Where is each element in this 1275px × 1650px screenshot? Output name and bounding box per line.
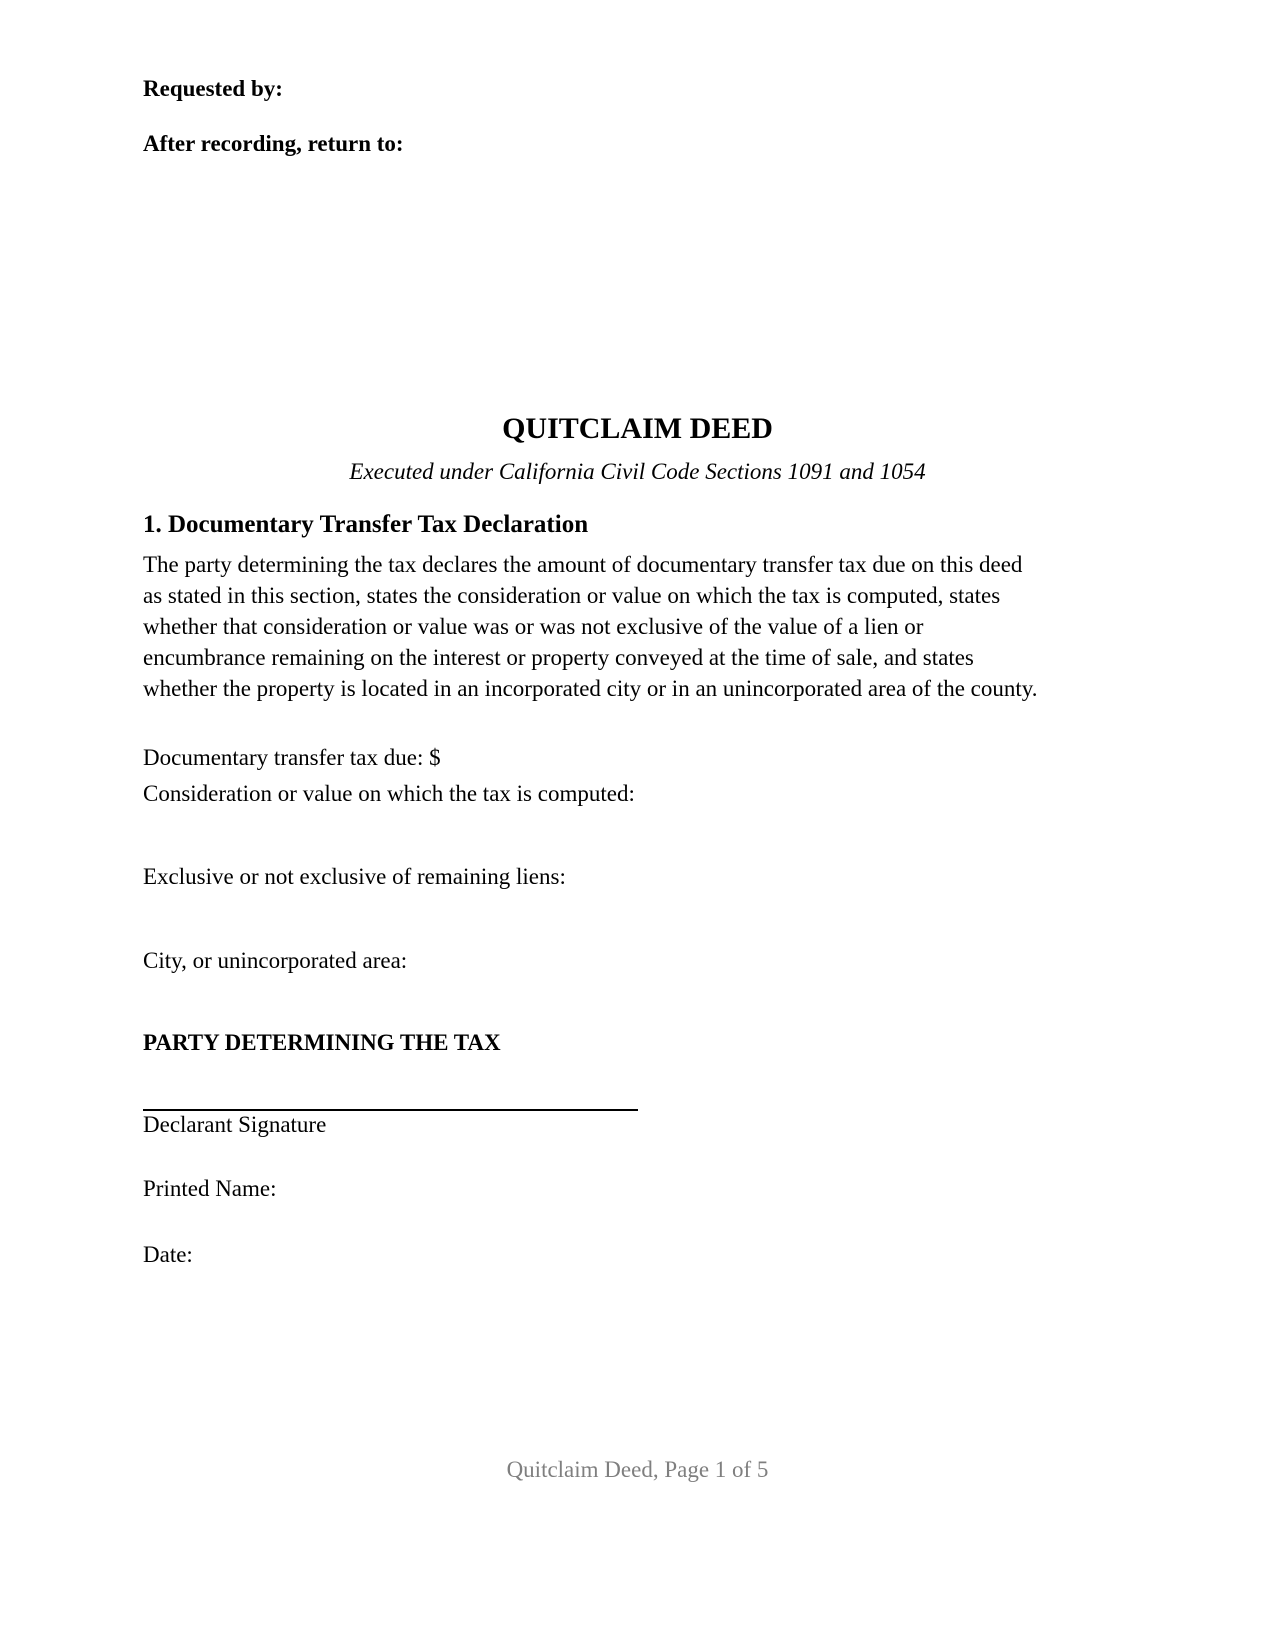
date-label: Date: [143,1242,193,1267]
city-area-field: City, or unincorporated area: [143,948,408,973]
party-heading: PARTY DETERMINING THE TAX [143,1030,501,1055]
section-heading: 1. Documentary Transfer Tax Declaration [143,511,589,538]
signature-line [143,1109,638,1111]
paragraph-line: whether the property is located in an incorporated city or in an unincorporated area of the county. [143,676,1038,701]
return-to-label: After recording, return to: [143,131,404,156]
page-footer: Quitclaim Deed, Page 1 of 5 [506,1457,769,1482]
consideration-field: Consideration or value on which the tax is computed: [143,781,635,806]
paragraph-line: as stated in this section, states the consideration or value on which the tax is computed, states [143,583,1001,608]
paragraph-line: encumbrance remaining on the interest or property conveyed at the time of sale, and states [143,645,974,670]
exclusive-field: Exclusive or not exclusive of remaining liens: [143,864,566,889]
requested-by-label: Requested by: [143,76,283,101]
paragraph-line: whether that consideration or value was or was not exclusive of the value of a lien or [143,614,924,639]
tax-due-field: Documentary transfer tax due: $ [143,745,441,770]
document-title: QUITCLAIM DEED [502,412,773,445]
paragraph-line: The party determining the tax declares the amount of documentary transfer tax due on this deed [143,552,1023,577]
signature-label: Declarant Signature [143,1112,327,1137]
printed-name-label: Printed Name: [143,1176,277,1201]
document-subtitle: Executed under California Civil Code Sections 1091 and 1054 [349,459,926,484]
section-paragraph [143,549,1083,704]
